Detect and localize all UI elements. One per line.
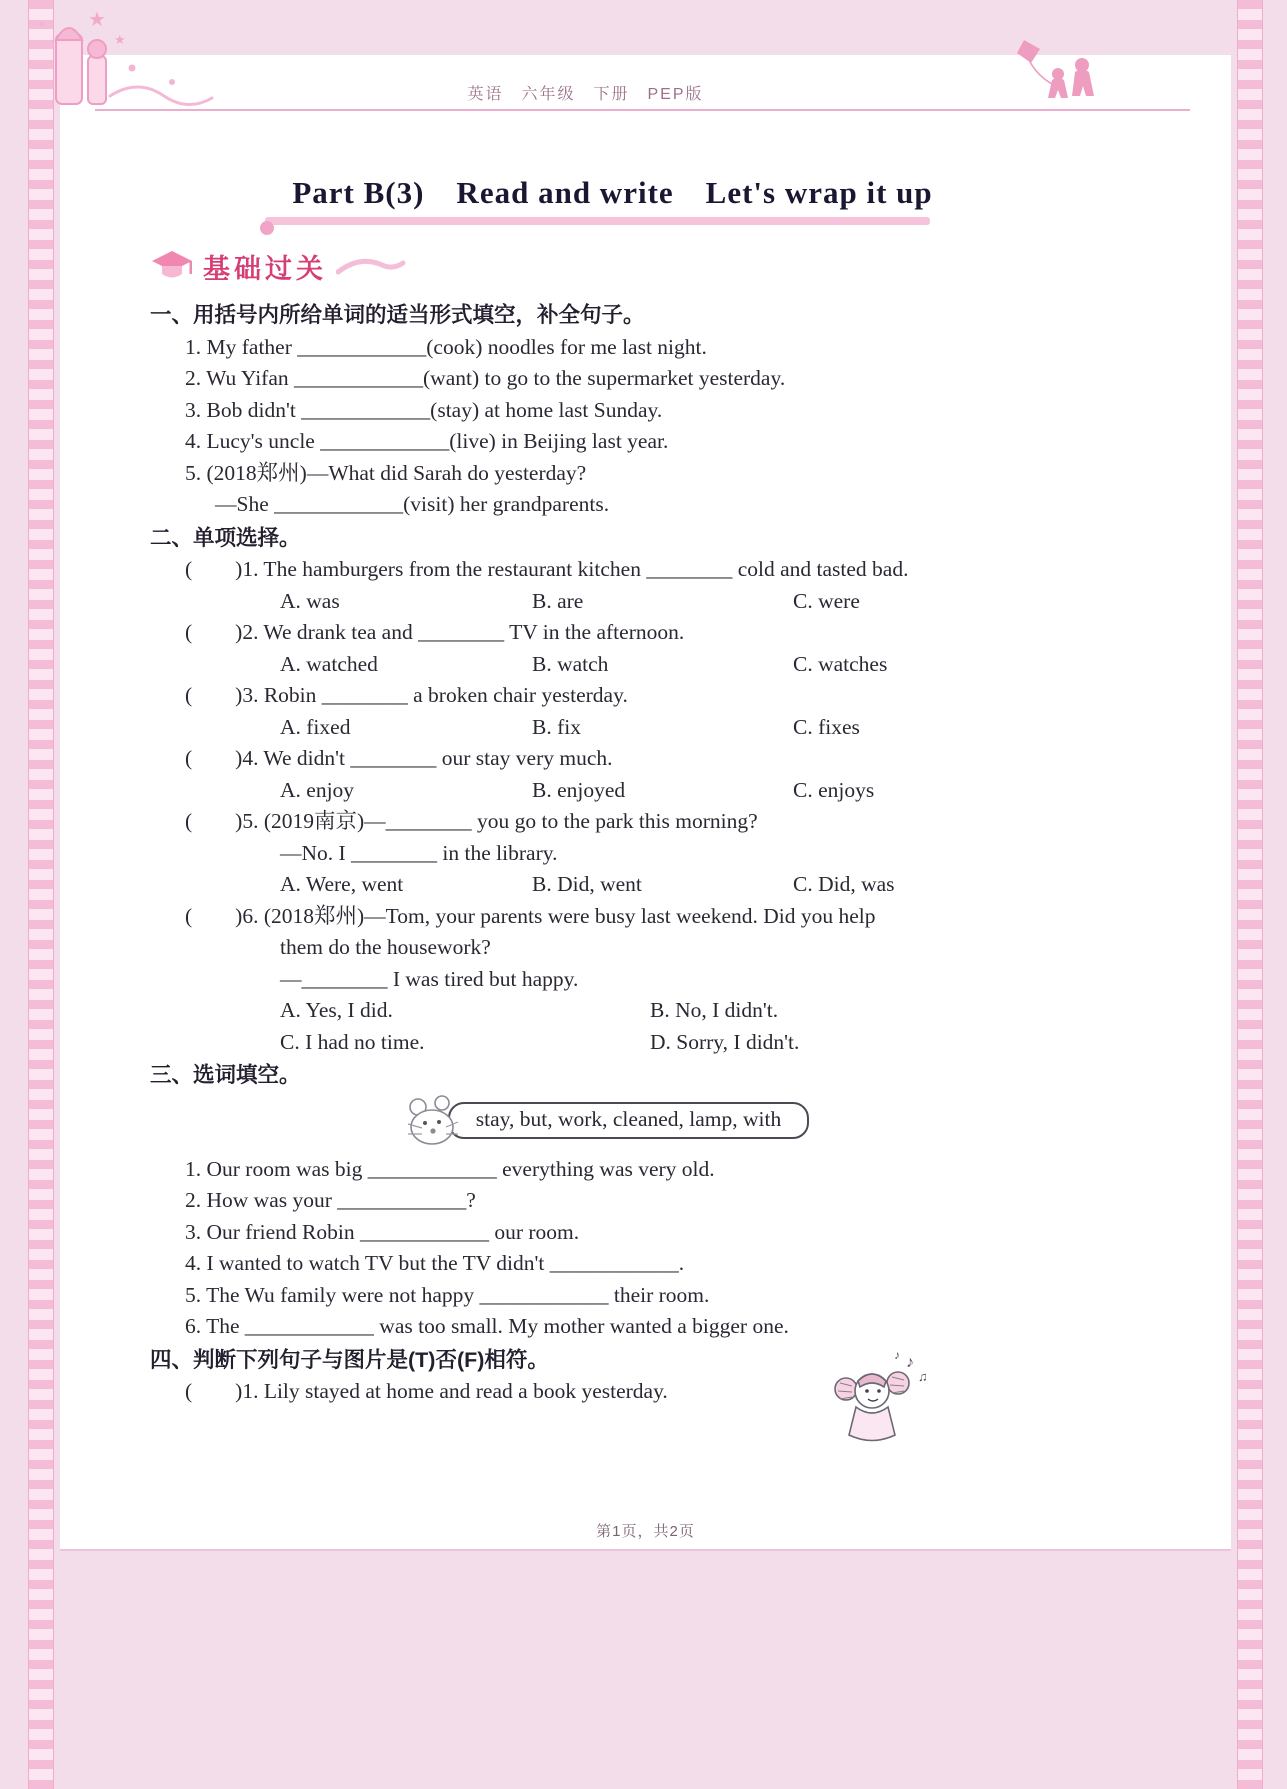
fill-blank-item-continuation: —She ____________(visit) her grandparents. [215, 492, 610, 516]
worksheet-page [60, 55, 1231, 1551]
word-bank-words: stay, but, work, cleaned, lamp, with [475, 1107, 782, 1131]
svg-text:♪: ♪ [906, 1353, 914, 1371]
choice-item [150, 743, 1171, 806]
option-a: A. enjoy [280, 777, 355, 802]
option-a: A. Were, went [280, 872, 404, 896]
word-fill-item: 4. I wanted to watch TV but the TV didn't ____________. [185, 1251, 685, 1275]
option-c: C. fixes [793, 714, 860, 739]
option-c: C. I had no time. [280, 1029, 425, 1054]
page-number: 第1页，共2页 [596, 1523, 695, 1540]
fill-blank-item: 2. Wu Yifan ____________(want) to go to the supermarket yesterday. [185, 366, 786, 390]
option-b: B. watch [532, 651, 609, 676]
children-kite-decoration [998, 34, 1108, 115]
mouse-cartoon [402, 1094, 464, 1148]
option-c: C. enjoys [793, 777, 875, 802]
choice-item [150, 806, 1171, 901]
right-border-decoration [1237, 0, 1263, 1789]
choice-question: ( )5. (2019南京)—________ you go to the park this morning? [185, 809, 758, 833]
section-2 [150, 523, 1171, 1059]
choice-options [280, 712, 1171, 744]
option-b: B. are [532, 588, 584, 613]
choice-options [280, 586, 1171, 618]
option-a: A. watched [280, 651, 378, 676]
word-fill-item: 6. The ____________ was too small. My mother wanted a bigger one. [185, 1314, 789, 1338]
choice-options [280, 775, 1171, 807]
svg-text:★: ★ [88, 9, 106, 31]
page-title: Part B(3) Read and write Let's wrap it up [292, 175, 933, 210]
choice-item [150, 901, 1171, 1059]
option-d: D. Sorry, I didn't. [650, 1029, 800, 1054]
choice-options [280, 649, 1171, 681]
choice-item [150, 554, 1171, 617]
section-3 [150, 1060, 1171, 1343]
choice-item [150, 617, 1171, 680]
choice-answer-line: —________ I was tired but happy. [280, 966, 579, 991]
graduation-cap-icon [150, 249, 194, 283]
word-box-row [95, 1097, 1116, 1145]
word-box [448, 1102, 810, 1139]
section4-heading: 四、判断下列句子与图片是(T)否(F)相符。 [150, 1347, 549, 1372]
fill-blank-item: 1. My father ____________(cook) noodles for me last night. [185, 334, 707, 359]
choice-question: ( )1. The hamburgers from the restaurant kitchen ________ cold and tasted bad. [185, 557, 909, 581]
choice-question: ( )3. Robin ________ a broken chair yesterday. [185, 683, 628, 707]
choice-question-continuation: —No. I ________ in the library. [280, 840, 558, 865]
option-a: A. Yes, I did. [280, 998, 393, 1022]
tf-item: ( )1. Lily stayed at home and read a book yesterday. [185, 1379, 668, 1403]
section3-heading: 三、选词填空。 [150, 1063, 301, 1087]
option-a: A. fixed [280, 714, 351, 739]
option-b: B. No, I didn't. [650, 998, 779, 1022]
option-b: B. Did, went [532, 872, 642, 896]
choice-question: ( )2. We drank tea and ________ TV in the afternoon. [185, 620, 685, 644]
choice-item [150, 680, 1171, 743]
section-badge [150, 247, 1171, 285]
badge-label: 基础过关 [203, 253, 327, 284]
choice-question-continuation: them do the housework? [280, 935, 491, 959]
choice-question: ( )6. (2018郑州)—Tom, your parents were busy last weekend. Did you help [185, 903, 876, 928]
svg-text:♫: ♫ [918, 1368, 928, 1384]
fill-blank-item: 5. (2018郑州)—What did Sarah do yesterday? [185, 460, 587, 485]
section2-heading: 二、单项选择。 [150, 525, 301, 550]
word-fill-item: 1. Our room was big ____________ everything was very old. [185, 1156, 715, 1181]
option-c: C. were [793, 588, 860, 613]
option-b: B. fix [532, 714, 581, 739]
option-a: A. was [280, 588, 340, 613]
word-fill-item: 5. The Wu family were not happy ____________ their room. [185, 1282, 710, 1307]
left-border-decoration [28, 0, 54, 1789]
option-b: B. enjoyed [532, 777, 626, 802]
title-dot [260, 221, 274, 235]
choice-question: ( )4. We didn't ________ our stay very much. [185, 746, 613, 770]
fill-blank-item: 4. Lucy's uncle ____________(live) in Beijing last year. [185, 429, 669, 453]
choice-options [280, 1027, 1171, 1059]
option-c: C. Did, was [793, 872, 895, 896]
section-1 [150, 300, 1171, 521]
header-subject-label: 英语 六年级 下册 PEP版 [467, 86, 704, 103]
castle-decoration [22, 4, 252, 121]
svg-text:♪: ♪ [894, 1348, 900, 1362]
girl-cartoon [830, 1349, 934, 1462]
svg-text:★: ★ [114, 32, 126, 47]
word-fill-item: 3. Our friend Robin ____________ our room. [185, 1219, 580, 1244]
section1-heading: 一、用括号内所给单词的适当形式填空，补全句子。 [150, 303, 645, 327]
choice-options [280, 869, 1171, 901]
badge-swoosh [336, 253, 406, 279]
title-block [102, 173, 1123, 225]
section-4 [150, 1345, 1171, 1408]
fill-blank-item: 3. Bob didn't ____________(stay) at home last Sunday. [185, 397, 663, 422]
choice-options [280, 995, 1171, 1027]
word-fill-item: 2. How was your ____________? [185, 1188, 476, 1212]
option-c: C. watches [793, 651, 888, 676]
title-underline [265, 217, 930, 225]
